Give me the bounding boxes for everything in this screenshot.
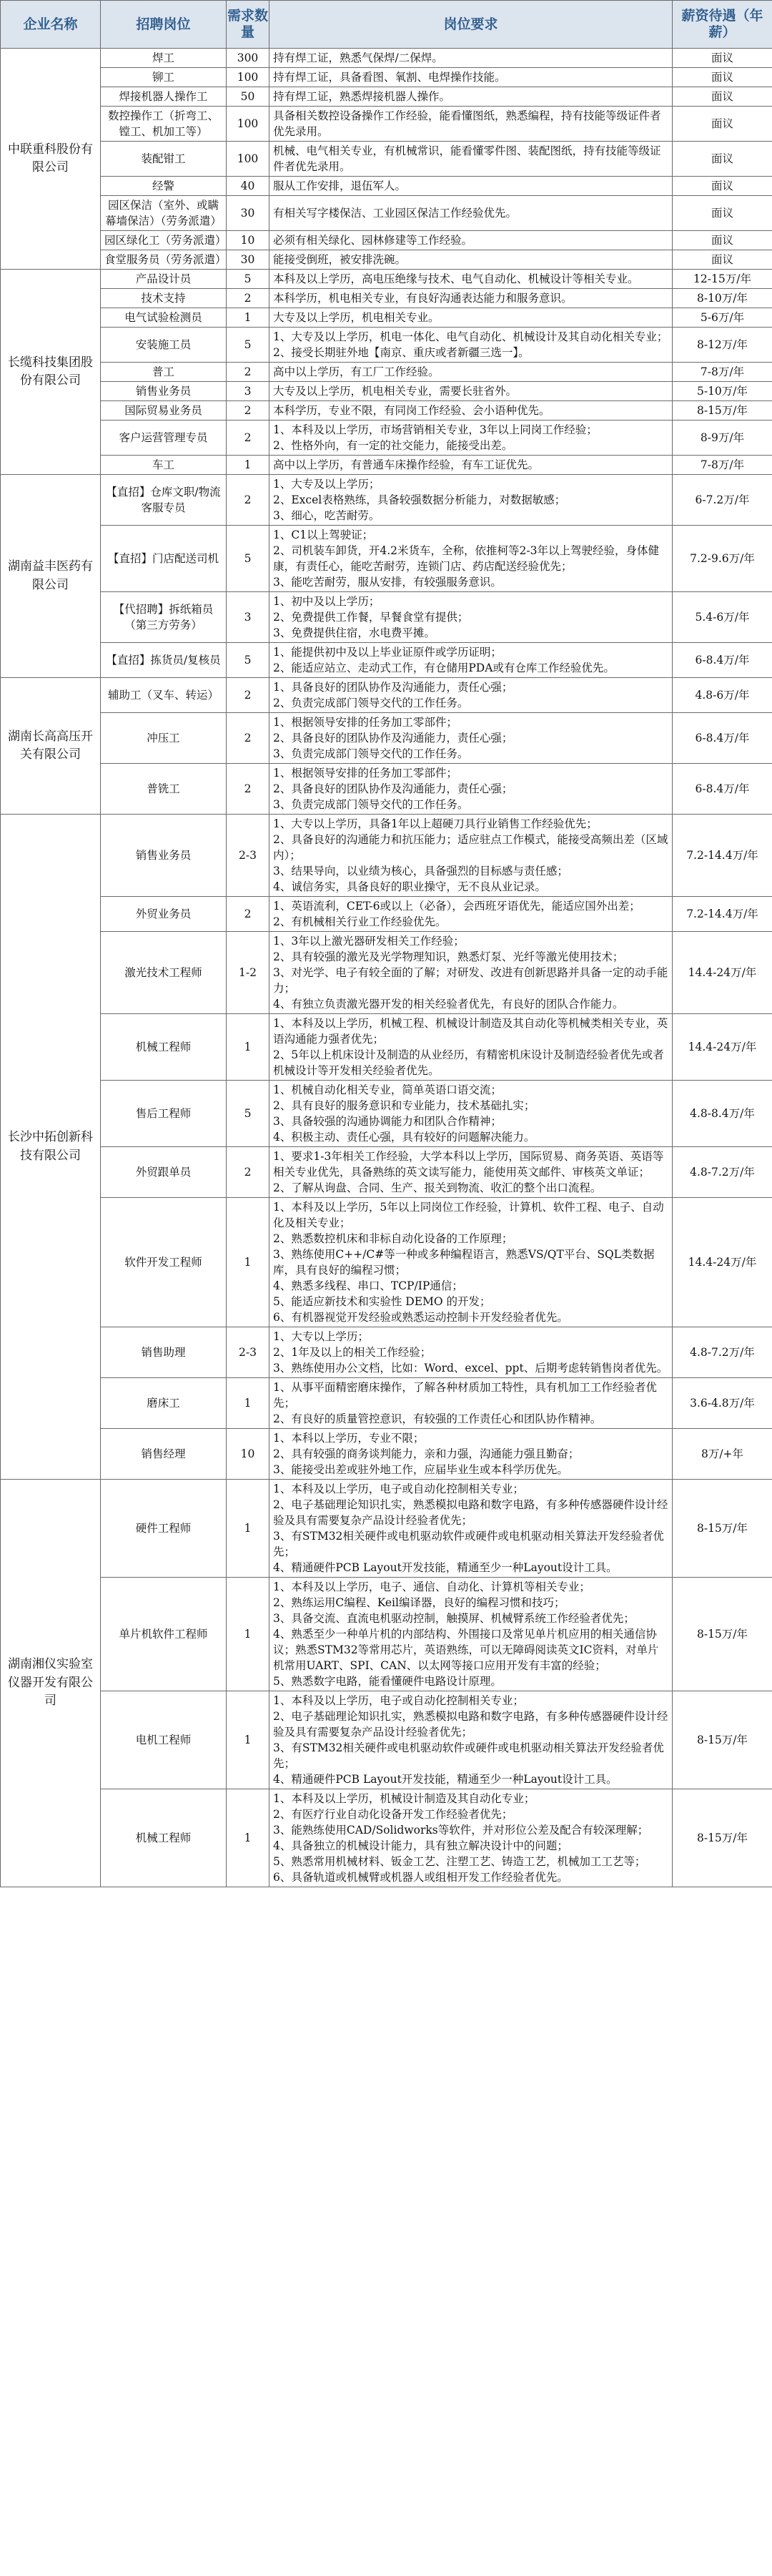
requirement-line: 高中以上学历，有普通车床操作经验，有车工证优先。 <box>273 458 540 471</box>
salary: 7.2-14.4万/年 <box>673 897 772 932</box>
table-row <box>1 49 772 68</box>
position-name: 产品设计员 <box>101 270 227 289</box>
position-name: 单片机软件工程师 <box>101 1578 227 1691</box>
requirement-line: 2、司机装车卸货，开4.2米货车，全称，依推柯等2-3年以上驾驶经验，身体健康，有责任心，能吃苦耐劳，连锁门店、药店配送经验优先； <box>273 544 659 573</box>
requirements-cell <box>269 1429 673 1480</box>
table-row <box>1 1198 772 1327</box>
headcount: 40 <box>227 177 269 196</box>
requirements-cell <box>269 1198 673 1327</box>
table-row <box>1 643 772 678</box>
requirement-line: 2、负责完成部门领导交代的工作任务。 <box>273 697 469 709</box>
requirement-line: 大专及以上学历，机电相关专业，需要长驻省外。 <box>273 385 518 398</box>
salary: 5-10万/年 <box>673 382 772 401</box>
salary: 8-15万/年 <box>673 1480 772 1578</box>
salary: 面议 <box>673 142 772 177</box>
table-row <box>1 1578 772 1691</box>
headcount: 50 <box>227 87 269 107</box>
headcount: 2 <box>227 421 269 456</box>
requirements-cell <box>269 196 673 231</box>
table-row <box>1 1429 772 1480</box>
table-row <box>1 932 772 1014</box>
headcount: 2-3 <box>227 815 269 897</box>
salary: 14.4-24万/年 <box>673 1014 772 1081</box>
requirement-line: 1、根据领导安排的任务加工零部件； <box>273 767 457 780</box>
salary: 12-15万/年 <box>673 270 772 289</box>
position-name: 普铣工 <box>101 764 227 815</box>
position-name: 销售助理 <box>101 1327 227 1378</box>
headcount: 1 <box>227 1198 269 1327</box>
requirement-line: 1、要求1-3年相关工作经验，大学本科以上学历，国际贸易、商务英语、英语等相关专业优先，具备熟练的英文读写能力，能使用英文邮件、审核英文单证； <box>273 1150 664 1179</box>
salary: 8-9万/年 <box>673 421 772 456</box>
headcount: 2 <box>227 363 269 382</box>
table-row <box>1 1014 772 1081</box>
requirement-line: 2、5年以上机床设计及制造的从业经历，有精密机床设计及制造经验者优先或者机械设计等开发相关经验者优先。 <box>273 1048 664 1077</box>
position-name: 装配钳工 <box>101 142 227 177</box>
requirement-line: 6、有机器视觉开发经验或熟悉运动控制卡开发经验者优先。 <box>273 1311 568 1324</box>
requirement-line: 服从工作安排，退伍军人。 <box>273 180 407 192</box>
table-row <box>1 1480 772 1578</box>
requirements-cell <box>269 401 673 421</box>
company-name: 长缆科技集团股份有限公司 <box>1 270 101 475</box>
position-name: 电机工程师 <box>101 1691 227 1789</box>
headcount: 5 <box>227 643 269 678</box>
requirement-line: 2、熟练运用C编程、Keil编译器，良好的编程习惯和技巧； <box>273 1596 565 1609</box>
requirements-cell <box>269 1014 673 1081</box>
headcount: 2-3 <box>227 1327 269 1378</box>
requirement-line: 1、本科及以上学历，电子或自动化控制相关专业； <box>273 1483 524 1495</box>
table-row <box>1 421 772 456</box>
table-row <box>1 289 772 308</box>
salary: 8-12万/年 <box>673 328 772 363</box>
company-name: 湖南湘仪实验室仪器开发有限公司 <box>1 1480 101 1887</box>
requirement-line: 5、能适应新技术和实验性 DEMO 的开发； <box>273 1295 491 1308</box>
requirement-line: 1、3年以上激光器研发相关工作经验； <box>273 935 465 948</box>
requirement-line: 3、结果导向，以业绩为核心，具备强烈的目标感与责任感； <box>273 865 568 877</box>
requirements-cell <box>269 1081 673 1147</box>
requirements-cell <box>269 1578 673 1691</box>
position-name: 销售业务员 <box>101 815 227 897</box>
position-name: 销售业务员 <box>101 382 227 401</box>
requirement-line: 1、根据领导安排的任务加工零部件； <box>273 716 457 729</box>
requirement-line: 2、了解从询盘、合同、生产、报关到物流、收汇的整个出口流程。 <box>273 1181 602 1194</box>
requirement-line: 3、负责完成部门领导交代的工作任务。 <box>273 747 469 760</box>
position-name: 普工 <box>101 363 227 382</box>
requirements-cell <box>269 308 673 328</box>
requirements-cell <box>269 49 673 68</box>
requirement-line: 3、细心，吃苦耐劳。 <box>273 509 380 522</box>
position-name: 车工 <box>101 456 227 475</box>
requirements-cell <box>269 231 673 250</box>
headcount: 1 <box>227 1578 269 1691</box>
salary: 4.8-8.4万/年 <box>673 1081 772 1147</box>
requirement-line: 2、有机械相关行业工作经验优先。 <box>273 915 447 928</box>
company-name: 中联重科股份有限公司 <box>1 49 101 270</box>
salary: 8万/+年 <box>673 1429 772 1480</box>
header-position: 招聘岗位 <box>101 1 227 49</box>
requirement-line: 具备相关数控设备操作工作经验，能看懂图纸，熟悉编程，持有技能等级证件者优先录用。 <box>273 109 661 138</box>
requirements-cell <box>269 1378 673 1429</box>
position-name: 机械工程师 <box>101 1789 227 1887</box>
table-row <box>1 142 772 177</box>
table-row <box>1 107 772 142</box>
table-body <box>1 49 772 1887</box>
requirement-line: 1、本科及以上学历，市场营销相关专业，3年以上同岗工作经验； <box>273 423 598 436</box>
requirement-line: 4、熟悉至少一种单片机的内部结构、外围接口及常见单片机应用的相关通信协议；熟悉STM32等常用芯片，英语熟练，可以无障碍阅读英文IC资料，对单片机常用UART、SPI、CAN、以太网等接口应用开发有丰富的经验； <box>273 1628 659 1672</box>
table-row <box>1 764 772 815</box>
salary: 6-7.2万/年 <box>673 475 772 526</box>
requirement-line: 3、能接受出差或驻外地工作，应届毕业生或本科学历优先。 <box>273 1463 568 1476</box>
salary: 面议 <box>673 49 772 68</box>
position-name: 硬件工程师 <box>101 1480 227 1578</box>
requirements-cell <box>269 1147 673 1198</box>
requirement-line: 机械、电气相关专业，有机械常识，能看懂零件图、装配图纸，持有技能等级证件者优先录用。 <box>273 144 661 173</box>
position-name: 安装施工员 <box>101 328 227 363</box>
table-row <box>1 475 772 526</box>
table-row <box>1 308 772 328</box>
position-name: 园区绿化工（劳务派遣） <box>101 231 227 250</box>
requirements-cell <box>269 713 673 764</box>
requirements-cell <box>269 592 673 643</box>
requirement-line: 2、具有较强的激光及光学物理知识，熟悉灯泵、光纤等激光使用技术； <box>273 950 624 963</box>
requirement-line: 2、能适应站立、走动式工作，有仓储用PDA或有仓库工作经验优先。 <box>273 662 615 674</box>
requirement-line: 1、具备良好的团队协作及沟通能力，责任心强； <box>273 681 513 694</box>
table-row <box>1 328 772 363</box>
table-row <box>1 196 772 231</box>
table-row <box>1 270 772 289</box>
requirement-line: 4、熟悉多线程、串口、TCP/IP通信； <box>273 1279 463 1292</box>
table-row <box>1 678 772 713</box>
requirements-cell <box>269 1480 673 1578</box>
salary: 5-6万/年 <box>673 308 772 328</box>
requirement-line: 大专及以上学历，机电相关专业。 <box>273 311 440 324</box>
requirement-line: 4、有独立负责激光器开发的相关经验者优先，有良好的团队合作能力。 <box>273 998 624 1011</box>
table-row <box>1 815 772 897</box>
requirement-line: 持有焊工证，具备看图、氧割、电焊操作技能。 <box>273 71 506 84</box>
requirement-line: 有相关写字楼保洁、工业园区保洁工作经验优先。 <box>273 207 518 220</box>
salary: 面议 <box>673 196 772 231</box>
requirements-cell <box>269 107 673 142</box>
requirement-line: 2、1年及以上的相关工作经验； <box>273 1346 432 1359</box>
company-name: 湖南益丰医药有限公司 <box>1 475 101 678</box>
table-row <box>1 363 772 382</box>
requirement-line: 2、具备良好的沟通能力和抗压能力；适应驻点工作模式，能接受高频出差（区域内）； <box>273 833 668 862</box>
requirements-cell <box>269 363 673 382</box>
requirement-line: 2、免费提供工作餐，早餐食堂有提供； <box>273 611 469 624</box>
requirements-cell <box>269 678 673 713</box>
requirement-line: 3、能熟练使用CAD/Solidworks等软件，并对形位公差及配合有较深理解； <box>273 1824 649 1837</box>
requirement-line: 1、大专以上学历，具备1年以上超硬刀具行业销售工作经验优先； <box>273 817 598 830</box>
position-name: 销售经理 <box>101 1429 227 1480</box>
requirement-line: 3、能吃苦耐劳，服从安排，有较强服务意识。 <box>273 576 502 589</box>
position-name: 食堂服务员（劳务派遣） <box>101 250 227 270</box>
requirement-line: 1、本科及以上学历，5年以上同岗位工作经验，计算机、软件工程、电子、自动化及相关专业； <box>273 1201 664 1229</box>
requirement-line: 4、精通硬件PCB Layout开发技能，精通至少一种Layout设计工具。 <box>273 1773 618 1786</box>
requirements-cell <box>269 328 673 363</box>
company-name: 湖南长高高压开关有限公司 <box>1 678 101 815</box>
requirement-line: 2、具有良好的服务意识和专业能力，技术基础扎实； <box>273 1099 535 1112</box>
requirement-line: 3、有STM32相关硬件或电机驱动软件或硬件或电机驱动相关算法开发经验者优先； <box>273 1741 664 1770</box>
requirement-line: 持有焊工证，熟悉气保焊/二保焊。 <box>273 51 443 64</box>
requirement-line: 2、具备良好的团队协作及沟通能力，责任心强； <box>273 732 513 744</box>
requirement-line: 1、英语流利，CET-6或以上（必备），会西班牙语优先，能适应国外出差； <box>273 900 640 913</box>
salary: 6-8.4万/年 <box>673 713 772 764</box>
header-count: 需求数量 <box>227 1 269 49</box>
position-name: 【直招】拣货员/复核员 <box>101 643 227 678</box>
position-name: 冲压工 <box>101 713 227 764</box>
headcount: 1 <box>227 308 269 328</box>
position-name: 软件开发工程师 <box>101 1198 227 1327</box>
requirement-line: 2、熟悉数控机床和非标自动化设备的工作原理； <box>273 1232 513 1245</box>
requirement-line: 4、诚信务实，具备良好的职业操守，无不良从业记录。 <box>273 880 546 893</box>
salary: 7.2-9.6万/年 <box>673 526 772 592</box>
requirement-line: 1、能提供初中及以上毕业证原件或学历证明； <box>273 646 502 659</box>
requirement-line: 2、性格外向，有一定的社交能力，能接受出差。 <box>273 439 513 452</box>
requirement-line: 1、大专及以上学历； <box>273 478 380 491</box>
requirement-line: 能接受倒班，被安排洗碗。 <box>273 253 407 266</box>
position-name: 【直招】仓库文职/物流客服专员 <box>101 475 227 526</box>
requirements-cell <box>269 421 673 456</box>
requirement-line: 2、Excel表格熟练，具备较强数据分析能力，对数据敏感； <box>273 493 566 506</box>
table-row <box>1 713 772 764</box>
requirement-line: 2、有医疗行业自动化设备开发工作经验者优先； <box>273 1808 513 1821</box>
headcount: 3 <box>227 382 269 401</box>
salary: 8-10万/年 <box>673 289 772 308</box>
requirements-cell <box>269 643 673 678</box>
table-header <box>1 1 772 49</box>
requirement-line: 必须有相关绿化、园林修建等工作经验。 <box>273 234 473 247</box>
position-name: 国际贸易业务员 <box>101 401 227 421</box>
headcount: 100 <box>227 107 269 142</box>
requirement-line: 1、C1以上驾驶证； <box>273 529 374 541</box>
requirement-line: 2、电子基础理论知识扎实，熟悉模拟电路和数字电路，有多种传感器硬件设计经验及具有需要复杂产品设计经验者优先； <box>273 1710 668 1739</box>
requirement-line: 2、具备良好的团队协作及沟通能力，责任心强； <box>273 782 513 795</box>
headcount: 100 <box>227 142 269 177</box>
headcount: 100 <box>227 68 269 87</box>
headcount: 5 <box>227 328 269 363</box>
requirement-line: 3、具备较强的沟通协调能力和团队合作精神； <box>273 1115 502 1128</box>
header-salary: 薪资待遇（年薪） <box>673 1 772 49</box>
table-row <box>1 526 772 592</box>
requirement-line: 3、熟练使用C++/C#等一种或多种编程语言，熟悉VS/QT平台、SQL类数据库，具有良好的编程习惯； <box>273 1248 655 1277</box>
table-row <box>1 87 772 107</box>
salary: 5.4-6万/年 <box>673 592 772 643</box>
position-name: 数控操作工（折弯工、镗工、机加工等） <box>101 107 227 142</box>
headcount: 1-2 <box>227 932 269 1014</box>
table-row <box>1 401 772 421</box>
salary: 7-8万/年 <box>673 456 772 475</box>
requirements-cell <box>269 932 673 1014</box>
salary: 6-8.4万/年 <box>673 643 772 678</box>
requirement-line: 持有焊工证，熟悉焊接机器人操作。 <box>273 90 451 103</box>
salary: 8-15万/年 <box>673 1691 772 1789</box>
position-name: 外贸业务员 <box>101 897 227 932</box>
headcount: 10 <box>227 231 269 250</box>
salary: 4.8-7.2万/年 <box>673 1147 772 1198</box>
headcount: 2 <box>227 289 269 308</box>
position-name: 铆工 <box>101 68 227 87</box>
requirement-line: 2、有良好的质量管控意识，有较强的工作责任心和团队协作精神。 <box>273 1412 602 1425</box>
header-requirements: 岗位要求 <box>269 1 673 49</box>
salary: 6-8.4万/年 <box>673 764 772 815</box>
requirement-line: 4、精通硬件PCB Layout开发技能，精通至少一种Layout设计工具。 <box>273 1561 618 1574</box>
salary: 8-15万/年 <box>673 1789 772 1887</box>
position-name: 电气试验检测员 <box>101 308 227 328</box>
requirements-cell <box>269 1789 673 1887</box>
requirement-line: 3、具备交流、直流电机驱动控制，触摸屏、机械臂系统工作经验者优先； <box>273 1612 635 1625</box>
requirement-line: 3、有STM32相关硬件或电机驱动软件或硬件或电机驱动相关算法开发经验者优先； <box>273 1530 664 1558</box>
position-name: 【直招】门店配送司机 <box>101 526 227 592</box>
salary: 面议 <box>673 231 772 250</box>
headcount: 5 <box>227 1081 269 1147</box>
requirement-line: 1、本科以上学历，专业不限； <box>273 1432 425 1445</box>
requirement-line: 3、负责完成部门领导交代的工作任务。 <box>273 798 469 811</box>
headcount: 2 <box>227 401 269 421</box>
requirements-cell <box>269 289 673 308</box>
headcount: 1 <box>227 1378 269 1429</box>
requirement-line: 本科学历，专业不限，有同岗工作经验、会小语种优先。 <box>273 404 550 417</box>
requirements-cell <box>269 815 673 897</box>
table-row <box>1 177 772 196</box>
headcount: 2 <box>227 1147 269 1198</box>
headcount: 3 <box>227 592 269 643</box>
requirement-line: 6、具备轨道或机械臂或机器人或组相开发工作经验者优先。 <box>273 1871 568 1884</box>
position-name: 外贸跟单员 <box>101 1147 227 1198</box>
position-name: 磨床工 <box>101 1378 227 1429</box>
position-name: 客户运营管理专员 <box>101 421 227 456</box>
requirement-line: 1、本科及以上学历，电子、通信、自动化、计算机等相关专业； <box>273 1580 590 1593</box>
headcount: 10 <box>227 1429 269 1480</box>
headcount: 30 <box>227 196 269 231</box>
table-row <box>1 1691 772 1789</box>
salary: 3.6-4.8万/年 <box>673 1378 772 1429</box>
table-row <box>1 250 772 270</box>
headcount: 5 <box>227 526 269 592</box>
headcount: 5 <box>227 270 269 289</box>
headcount: 2 <box>227 678 269 713</box>
requirements-cell <box>269 250 673 270</box>
table-row <box>1 456 772 475</box>
table-row <box>1 897 772 932</box>
requirements-cell <box>269 1327 673 1378</box>
position-name: 焊接机器人操作工 <box>101 87 227 107</box>
headcount: 2 <box>227 475 269 526</box>
requirements-cell <box>269 1691 673 1789</box>
requirements-cell <box>269 142 673 177</box>
requirement-line: 高中以上学历，有工厂工作经验。 <box>273 365 440 378</box>
requirements-cell <box>269 764 673 815</box>
table-row <box>1 1081 772 1147</box>
headcount: 1 <box>227 1789 269 1887</box>
requirement-line: 4、积极主动、责任心强，具有较好的问题解决能力。 <box>273 1131 535 1144</box>
table-row <box>1 1147 772 1198</box>
requirements-cell <box>269 177 673 196</box>
requirement-line: 3、免费提供住宿，水电费平摊。 <box>273 626 435 639</box>
requirement-line: 1、本科及以上学历，机械设计制造及其自动化专业； <box>273 1792 535 1805</box>
position-name: 机械工程师 <box>101 1014 227 1081</box>
position-name: 技术支持 <box>101 289 227 308</box>
requirement-line: 1、大专以上学历； <box>273 1330 369 1343</box>
headcount: 2 <box>227 713 269 764</box>
requirement-line: 5、熟悉数字电路，能看懂硬件电路设计原理。 <box>273 1675 502 1688</box>
headcount: 2 <box>227 764 269 815</box>
table-row <box>1 592 772 643</box>
headcount: 300 <box>227 49 269 68</box>
requirement-line: 2、接受长期驻外地【南京、重庆或者新疆三选一】。 <box>273 346 530 359</box>
salary: 面议 <box>673 250 772 270</box>
table-row <box>1 1327 772 1378</box>
requirements-cell <box>269 382 673 401</box>
position-name: 经警 <box>101 177 227 196</box>
position-name: 焊工 <box>101 49 227 68</box>
table-row <box>1 1378 772 1429</box>
headcount: 2 <box>227 897 269 932</box>
requirement-line: 2、电子基础理论知识扎实，熟悉模拟电路和数字电路，有多种传感器硬件设计经验及具有需要复杂产品设计经验者优先； <box>273 1498 668 1527</box>
headcount: 1 <box>227 456 269 475</box>
table-row <box>1 68 772 87</box>
requirements-cell <box>269 526 673 592</box>
salary: 面议 <box>673 87 772 107</box>
salary: 8-15万/年 <box>673 1578 772 1691</box>
salary: 面议 <box>673 177 772 196</box>
position-name: 辅助工（叉车、转运） <box>101 678 227 713</box>
header-company: 企业名称 <box>1 1 101 49</box>
position-name: 售后工程师 <box>101 1081 227 1147</box>
requirement-line: 本科及以上学历，高电压绝缘与技术、电气自动化、机械设计等相关专业。 <box>273 272 639 285</box>
requirement-line: 4、具备独立的机械设计能力，具有独立解决设计中的问题； <box>273 1839 568 1852</box>
requirement-line: 3、对光学、电子有较全面的了解；对研发、改进有创新思路并具备一定的动手能力； <box>273 966 668 995</box>
requirement-line: 1、从事平面精密磨床操作，了解各种材质加工特性，具有机加工工作经验者优先； <box>273 1381 657 1410</box>
salary: 7.2-14.4万/年 <box>673 815 772 897</box>
requirement-line: 2、具有较强的商务谈判能力，亲和力强，沟通能力强且勤奋； <box>273 1447 580 1460</box>
requirement-line: 1、机械自动化相关专业，简单英语口语交流； <box>273 1083 502 1096</box>
salary: 7-8万/年 <box>673 363 772 382</box>
position-name: 激光技术工程师 <box>101 932 227 1014</box>
salary: 面议 <box>673 107 772 142</box>
requirement-line: 本科学历，机电相关专业，有良好沟通表达能力和服务意识。 <box>273 292 573 305</box>
salary: 8-15万/年 <box>673 401 772 421</box>
salary: 面议 <box>673 68 772 87</box>
table-row <box>1 231 772 250</box>
requirement-line: 3、熟练使用办公文档，比如：Word、excel、ppt、后期考虑转销售岗者优先。 <box>273 1362 668 1375</box>
salary: 4.8-7.2万/年 <box>673 1327 772 1378</box>
position-name: 园区保洁（室外、或瞒幕墙保洁）（劳务派遣） <box>101 196 227 231</box>
salary: 4.8-6万/年 <box>673 678 772 713</box>
company-name: 长沙中拓创新科技有限公司 <box>1 815 101 1480</box>
requirement-line: 1、本科及以上学历，机械工程、机械设计制造及其自动化等机械类相关专业，英语沟通能力强者优先； <box>273 1017 668 1046</box>
salary: 14.4-24万/年 <box>673 1198 772 1327</box>
requirement-line: 1、初中及以上学历； <box>273 595 380 608</box>
table-row <box>1 382 772 401</box>
requirement-line: 5、熟悉常用机械材料、钣金工艺、注塑工艺、铸造工艺，机械加工工艺等； <box>273 1855 646 1868</box>
requirements-cell <box>269 475 673 526</box>
requirements-cell <box>269 897 673 932</box>
requirements-cell <box>269 87 673 107</box>
headcount: 1 <box>227 1691 269 1789</box>
position-name: 【代招聘】拆纸箱员（第三方劳务） <box>101 592 227 643</box>
requirements-cell <box>269 68 673 87</box>
requirement-line: 1、大专及以上学历，机电一体化、电气自动化、机械设计及其自动化相关专业； <box>273 330 668 343</box>
requirements-cell <box>269 270 673 289</box>
headcount: 1 <box>227 1014 269 1081</box>
requirements-cell <box>269 456 673 475</box>
requirement-line: 1、本科及以上学历，电子或自动化控制相关专业； <box>273 1694 524 1707</box>
table-row <box>1 1789 772 1887</box>
salary: 14.4-24万/年 <box>673 932 772 1014</box>
headcount: 30 <box>227 250 269 270</box>
headcount: 1 <box>227 1480 269 1578</box>
